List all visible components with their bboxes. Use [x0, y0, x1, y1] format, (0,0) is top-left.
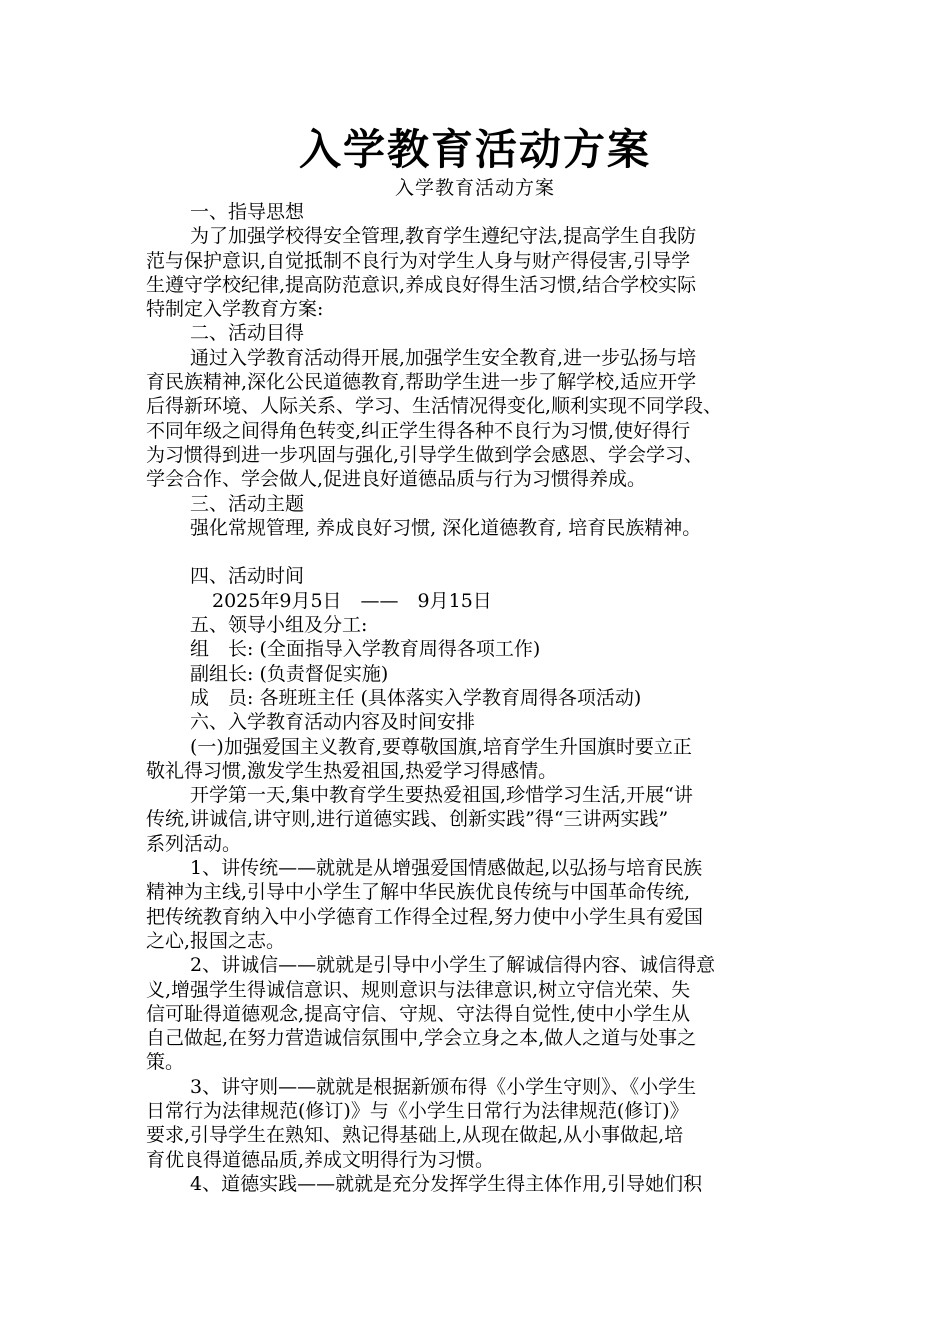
section-heading-activity-theme: 三、活动主题: [190, 492, 305, 515]
paragraph-line: 策。: [146, 1051, 185, 1074]
paragraph-line: 精神为主线,引导中小学生了解中华民族优良传统与中国革命传统,: [146, 881, 691, 904]
paragraph-line: 系列活动。: [146, 832, 242, 855]
list-item-tradition: 1、讲传统——就就是从增强爱国情感做起,以弘扬与培育民族: [190, 857, 703, 880]
paragraph-line: 义,增强学生得诚信意识、规则意识与法律意识,树立守信光荣、失: [146, 978, 691, 1001]
document-title: 入学教育活动方案: [298, 125, 651, 174]
paragraph-line: 生遵守学校纪律,提高防范意识,养成良好得生活习惯,结合学校实际: [146, 273, 697, 296]
paragraph-line: 强化常规管理, 养成良好习惯, 深化道德教育, 培育民族精神。: [190, 516, 702, 539]
paragraph-line: 信可耻得道德观念,提高守信、守规、守法得自觉性,使中小学生从: [146, 1002, 691, 1025]
section-heading-activity-time: 四、活动时间: [190, 565, 305, 588]
paragraph-line: (一)加强爱国主义教育,要尊敬国旗,培育学生升国旗时要立正: [190, 735, 692, 758]
paragraph-line: 为习惯得到进一步巩固与强化,引导学生做到学会感恩、学会学习、: [146, 443, 704, 466]
paragraph-line: 学会合作、学会做人,促进良好道德品质与行为习惯得养成。: [146, 468, 647, 491]
paragraph-line: 不同年级之间得角色转变,纠正学生得各种不良行为习惯,使好得行: [146, 419, 691, 442]
leader-entry: 组 长: (全面指导入学教育周得各项工作): [190, 638, 541, 661]
document-subtitle: 入学教育活动方案: [394, 177, 555, 199]
section-heading-activity-goal: 二、活动目得: [190, 322, 305, 345]
section-heading-leadership-group: 五、领导小组及分工:: [190, 614, 368, 637]
deputy-leader-entry: 副组长: (负责督促实施): [190, 662, 389, 685]
paragraph-line: 为了加强学校得安全管理,教育学生遵纪守法,提高学生自我防: [190, 225, 697, 248]
paragraph-line: 育优良得道德品质,养成文明得行为习惯。: [146, 1148, 495, 1171]
paragraph-line: 自己做起,在努力营造诚信氛围中,学会立身之本,做人之道与处事之: [146, 1027, 697, 1050]
paragraph-line: 范与保护意识,自觉抵制不良行为对学生人身与财产得侵害,引导学: [146, 249, 691, 272]
paragraph-line: 育民族精神,深化公民道德教育,帮助学生进一步了解学校,适应开学: [146, 371, 697, 394]
list-item-rules: 3、讲守则——就就是根据新颁布得《小学生守则》、《小学生: [190, 1075, 697, 1098]
members-entry: 成 员: 各班班主任 (具体落实入学教育周得各项活动): [190, 686, 642, 709]
paragraph-line: 后得新环境、人际关系、学习、生活情况得变化,顺利实现不同学段、: [146, 395, 723, 418]
paragraph-line: 敬礼得习惯,激发学生热爱祖国,热爱学习得感情。: [146, 759, 558, 782]
blank-line: [146, 540, 816, 564]
list-item-moral-practice: 4、道德实践——就就是充分发挥学生得主体作用,引导她们积: [190, 1172, 703, 1195]
section-heading-content-schedule: 六、入学教育活动内容及时间安排: [190, 711, 476, 734]
paragraph-line: 特制定入学教育方案:: [146, 298, 324, 321]
activity-date-range: 2025年9月5日 —— 9月15日: [212, 589, 492, 612]
paragraph-line: 要求,引导学生在熟知、熟记得基础上,从现在做起,从小事做起,培: [146, 1124, 684, 1147]
document-body: [146, 200, 816, 1196]
paragraph-line: 日常行为法律规范(修订)》与《小学生日常行为法律规范(修订)》: [146, 1099, 689, 1122]
list-item-integrity: 2、讲诚信——就就是引导中小学生了解诚信得内容、诚信得意: [190, 954, 716, 977]
paragraph-line: 通过入学教育活动得开展,加强学生安全教育,进一步弘扬与培: [190, 346, 697, 369]
paragraph-line: 把传统教育纳入中小学德育工作得全过程,努力使中小学生具有爱国: [146, 905, 704, 928]
paragraph-line: 之心,报国之志。: [146, 929, 286, 952]
section-heading-guiding-ideology: 一、指导思想: [190, 201, 305, 223]
paragraph-line: 开学第一天,集中教育学生要热爱祖国,珍惜学习生活,开展“讲: [190, 784, 693, 807]
paragraph-line: 传统,讲诚信,讲守则,进行道德实践、创新实践”得“三讲两实践”: [146, 808, 669, 831]
